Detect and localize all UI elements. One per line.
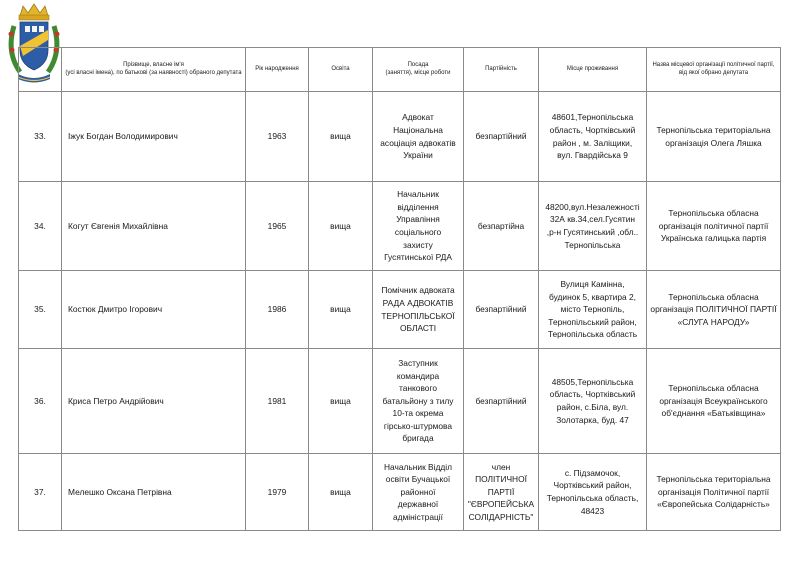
birth-year: 1963 bbox=[246, 92, 309, 182]
party-organization: Тернопільська територіальна організація Олега Ляшка bbox=[647, 92, 781, 182]
header-education: Освіта bbox=[309, 48, 373, 92]
table-row bbox=[19, 92, 781, 182]
header-birth-year: Рік народження bbox=[246, 48, 309, 92]
party-status: безпартійний bbox=[464, 349, 539, 454]
table-row bbox=[19, 454, 781, 531]
birth-year: 1986 bbox=[246, 271, 309, 349]
position: Начальник Відділ освіти Бучацької районної державної адміністрації bbox=[373, 454, 464, 531]
education: вища bbox=[309, 92, 373, 182]
row-number: 33. bbox=[19, 92, 62, 182]
header-position: Посада (заняття), місце роботи bbox=[373, 48, 464, 92]
table-header-row bbox=[19, 48, 781, 92]
birth-year: 1979 bbox=[246, 454, 309, 531]
header-party-status: Партійність bbox=[464, 48, 539, 92]
deputy-name: Когут Євгенія Михайлівна bbox=[62, 182, 246, 271]
birth-year: 1965 bbox=[246, 182, 309, 271]
row-number: 34. bbox=[19, 182, 62, 271]
deputy-name: Костюк Дмитро Ігорович bbox=[62, 271, 246, 349]
table-row bbox=[19, 271, 781, 349]
deputies-table bbox=[18, 47, 781, 531]
party-organization: Тернопільська обласна організація політичної партії Українська галицька партія bbox=[647, 182, 781, 271]
row-number: 36. bbox=[19, 349, 62, 454]
party-organization: Тернопільська обласна організація Всеукраїнського об'єднання «Батьківщина» bbox=[647, 349, 781, 454]
residence: 48505,Тернопільська область, Чортківський район, с.Біла, вул. Золотарка, буд. 47 bbox=[539, 349, 647, 454]
party-status: безпартійний bbox=[464, 271, 539, 349]
header-full-name: Прізвище, власне ім'я (усі власні імена), по батькові (за наявності) обраного депутата bbox=[62, 48, 246, 92]
header-number bbox=[19, 48, 62, 92]
education: вища bbox=[309, 454, 373, 531]
residence: с. Підзамочок, Чортківський район, Тернопільська область, 48423 bbox=[539, 454, 647, 531]
deputy-name: Криса Петро Андрійович bbox=[62, 349, 246, 454]
party-status: безпартійна bbox=[464, 182, 539, 271]
header-residence: Місце проживання bbox=[539, 48, 647, 92]
table-row bbox=[19, 349, 781, 454]
position: Заступник командира танкового батальйону з тилу 10-та окрема гірсько-штурмова бригада bbox=[373, 349, 464, 454]
birth-year: 1981 bbox=[246, 349, 309, 454]
row-number: 37. bbox=[19, 454, 62, 531]
deputy-name: Іжук Богдан Володимирович bbox=[62, 92, 246, 182]
position: Помічник адвоката РАДА АДВОКАТІВ ТЕРНОПІЛЬСЬКОЇ ОБЛАСТІ bbox=[373, 271, 464, 349]
education: вища bbox=[309, 271, 373, 349]
position: Адвокат Національна асоціація адвокатів України bbox=[373, 92, 464, 182]
party-organization: Тернопільська обласна організація ПОЛІТИЧНОЇ ПАРТІЇ «СЛУГА НАРОДУ» bbox=[647, 271, 781, 349]
deputy-name: Мелешко Оксана Петрівна bbox=[62, 454, 246, 531]
residence: Вулиця Камінна, будинок 5, квартира 2, місто Тернопіль, Тернопільський район, Тернопільська область bbox=[539, 271, 647, 349]
education: вища bbox=[309, 349, 373, 454]
party-status: член ПОЛІТИЧНОЇ ПАРТІЇ "ЄВРОПЕЙСЬКА СОЛІДАРНІСТЬ" bbox=[464, 454, 539, 531]
party-status: безпартійний bbox=[464, 92, 539, 182]
row-number: 35. bbox=[19, 271, 62, 349]
residence: 48200,вул.Незалежності 32А кв.34,сел.Гусятин ,р-н Гусятинський ,обл.. Тернопільська bbox=[539, 182, 647, 271]
table-row bbox=[19, 182, 781, 271]
party-organization: Тернопільська територіальна організація Політичної партії «Європейська Солідарність» bbox=[647, 454, 781, 531]
residence: 48601,Тернопільська область, Чортківський район , м. Заліщики, вул. Гвардійська 9 bbox=[539, 92, 647, 182]
header-organization: Назва місцевої організації політичної партії, від якої обрано депутата bbox=[647, 48, 781, 92]
education: вища bbox=[309, 182, 373, 271]
position: Начальник відділення Управління соціального захисту Гусятинської РДА bbox=[373, 182, 464, 271]
